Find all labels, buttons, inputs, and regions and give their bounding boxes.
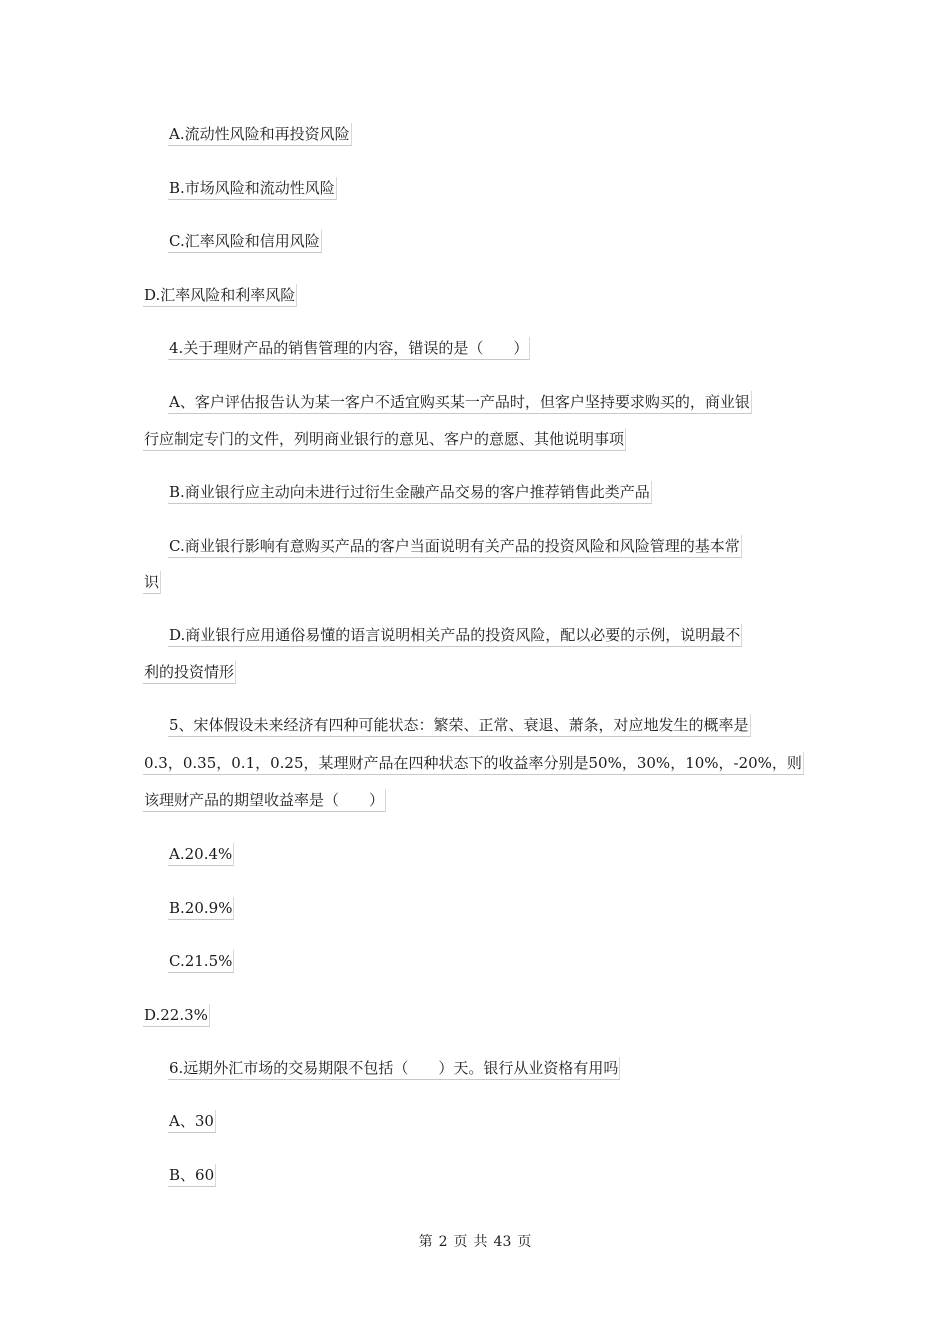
q4-option-d-line2: 利的投资情形 xyxy=(143,661,236,684)
q5-option-a: A.20.4% xyxy=(168,843,234,866)
footer-total-word: 共 xyxy=(473,1234,488,1250)
footer-current-page: 2 xyxy=(438,1234,448,1250)
q4-stem: 4.关于理财产品的销售管理的内容，错误的是（ ） xyxy=(168,337,530,360)
page-footer xyxy=(0,1232,950,1252)
footer-page-word: 页 xyxy=(453,1234,468,1250)
footer-suffix: 页 xyxy=(517,1234,532,1250)
q5-stem-line1: 5、宋体假设未来经济有四种可能状态：繁荣、正常、衰退、萧条，对应地发生的概率是 xyxy=(168,714,751,737)
q3-option-c: C.汇率风险和信用风险 xyxy=(168,230,322,253)
q4-option-a-line2: 行应制定专门的文件，列明商业银行的意见、客户的意愿、其他说明事项 xyxy=(143,428,626,451)
q5-option-d: D.22.3% xyxy=(143,1004,210,1027)
q6-option-a: A、30 xyxy=(168,1110,216,1133)
q4-option-d-line1: D.商业银行应用通俗易懂的语言说明相关产品的投资风险，配以必要的示例，说明最不 xyxy=(168,624,742,647)
q5-option-b: B.20.9% xyxy=(168,897,234,920)
q4-option-c-line1: C.商业银行影响有意购买产品的客户当面说明有关产品的投资风险和风险管理的基本常 xyxy=(168,535,742,558)
footer-prefix: 第 xyxy=(418,1234,433,1250)
footer-total-pages: 43 xyxy=(493,1234,512,1250)
q4-option-b: B.商业银行应主动向未进行过衍生金融产品交易的客户推荐销售此类产品 xyxy=(168,481,652,504)
q3-option-b: B.市场风险和流动性风险 xyxy=(168,177,337,200)
q3-option-a: A.流动性风险和再投资风险 xyxy=(168,123,352,146)
q3-option-d: D.汇率风险和利率风险 xyxy=(143,284,297,307)
q6-stem: 6.远期外汇市场的交易期限不包括（ ）天。银行从业资格有用吗 xyxy=(168,1057,620,1080)
q6-option-b: B、60 xyxy=(168,1164,216,1187)
q5-stem-line2: 0.3，0.35，0.1，0.25，某理财产品在四种状态下的收益率分别是50%，30%，10%，-20%，则 xyxy=(143,752,804,775)
q5-option-c: C.21.5% xyxy=(168,950,234,973)
q4-option-c-line2: 识 xyxy=(143,571,161,594)
q5-stem-line3: 该理财产品的期望收益率是（ ） xyxy=(143,789,386,812)
q4-option-a-line1: A、客户评估报告认为某一客户不适宜购买某一产品时，但客户坚持要求购买的，商业银 xyxy=(168,391,752,414)
